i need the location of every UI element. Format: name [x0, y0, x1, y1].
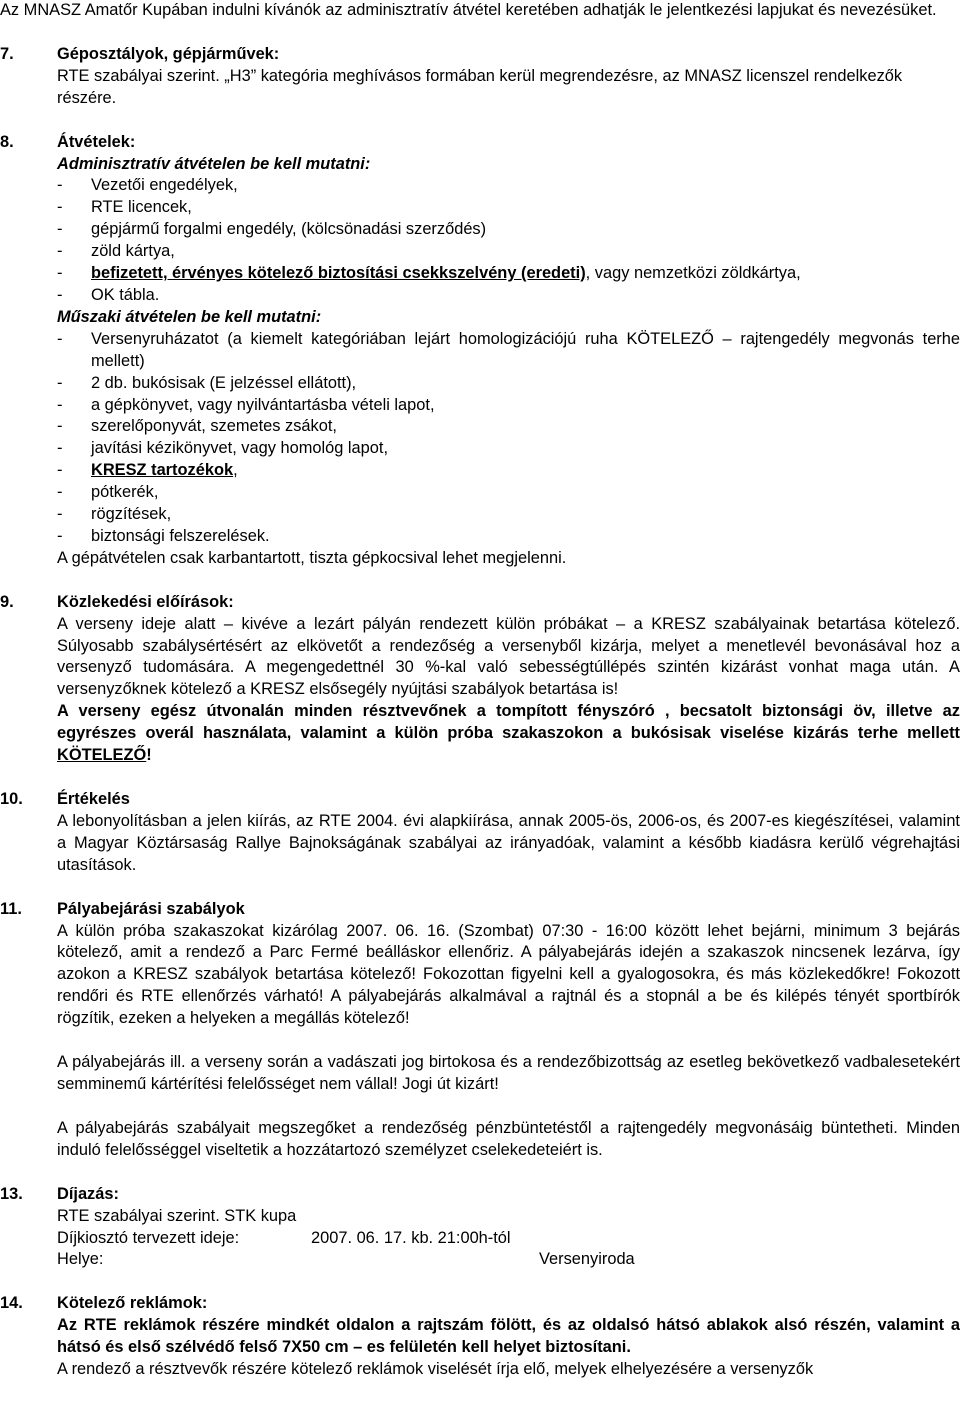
list-item: - biztonsági felszerelések. [57, 526, 270, 545]
section-title: Pályabejárási szabályok [57, 899, 245, 918]
section-title: Értékelés [57, 790, 130, 808]
award-date-label: Díjkiosztó tervezett ideje: [57, 1228, 240, 1247]
list-item: - RTE licencek, [57, 198, 192, 217]
list-item: - a gépkönyvet, vagy nyilvántartásba vételi lapot, [57, 395, 435, 414]
list-item: - zöld kártya, [57, 242, 175, 261]
section-10-paragraph: A lebonyolításban a jelen kiírás, az RTE 2004. évi alapkiírása, annak 2005-ös, 2006-os, és 2007-es kiegészítései, valamint a Magyar Köztársaság Rallye Bajnokságának szabályai az irányadóak, valamint a később kiadásra kerülő végrehajtási utasítások. [57, 811, 960, 874]
kresz-item: KRESZ tartozékok [91, 461, 234, 480]
award-place-label: Helye: [57, 1250, 104, 1269]
section-number: 13. [0, 1184, 23, 1203]
section-title: Közlekedési előírások: [57, 592, 234, 611]
insurance-item: befizetett, érvényes kötelező biztosítási csekkszelvény (eredeti) [91, 264, 586, 283]
section-number: 10. [0, 790, 23, 808]
tech-heading: Műszaki átvételen be kell mutatni: [57, 307, 322, 326]
section-title: Átvételek: [57, 132, 136, 151]
list-item: - Versenyruházatot (a kiemelt kategóriában lejárt homologizációjú ruha KÖTELEZŐ – rajtengedély megvonás terhe mellett) [57, 329, 960, 370]
section-11-paragraph-3: A pályabejárás szabályait megszegőket a rendezőség pénzbüntetéstől a rajtengedély megvonásáig büntetheti. Minden induló felelősséggel viseltetik a hozzátartozó személyzet cselekedeteiért is. [57, 1118, 960, 1159]
section-14-paragraph: A rendező a résztvevők részére kötelező reklámok viselését írja elő, melyek elhelyezésére a versenyzők [57, 1360, 814, 1379]
list-item: - gépjármű forgalmi engedély, (kölcsönadási szerződés) [57, 220, 487, 239]
section-8 [0, 132, 960, 570]
section-11-paragraph-2: A pályabejárás ill. a verseny során a vadászati jog birtokosa és a rendezőbizottság az esetleg bekövetkező vadbalesetekért semminemű kártérítési felelősséget nem vállal! Jogi út kizárt! [57, 1053, 960, 1093]
list-item: - Vezetői engedélyek, [57, 176, 238, 195]
section-11-paragraph-1: A külön próba szakaszokat kizárólag 2007. 06. 16. (Szombat) 07:30 - 16:00 között lehet bejárni, minimum 3 bejárás kötelező, amit a rendező a Parc Fermé beálláskor ellenőriz. A pályabejárás idején a szakaszok nincsenek lezárva, így azokon a KRESZ szabályok betartása kötelező! Fokozottan figyelni kell a gyalogosokra, és más közlekedőkre! Fokozott rendőri és RTE ellenőrzés várható! A pályabejárás alkalmával a rajtnál és a stopnál a be és kilépés tényét sportbírók rögzítik, ezeken a helyeken a megállás kötelező! [57, 921, 960, 1028]
section-9-bold-paragraph: A verseny egész útvonalán minden résztvevőnek a tompított fényszóró , becsatolt biztonsági öv, illetve az egyrészes overál használata, valamint a külön próba szakaszokon a bukósisak viselése kizárás terhe mellett KÖTELEZŐ! [57, 702, 960, 765]
section-number: 7. [0, 44, 14, 63]
section-14-bold-paragraph: Az RTE reklámok részére mindkét oldalon a rajtszám fölött, és az oldalsó hátsó ablakok alsó részén, valamint a hátsó és első szélvédő felső 7X50 cm – es felületén kell helyet biztosítani. [57, 1316, 960, 1357]
section-8-closing: A gépátvételen csak karbantartott, tiszta gépkocsival lehet megjelenni. [57, 548, 567, 567]
admin-heading: Adminisztratív átvételen be kell mutatni: [57, 154, 371, 173]
section-number: 8. [0, 132, 14, 151]
admin-list [57, 175, 960, 306]
tech-list [57, 329, 960, 548]
section-title: Kötelező reklámok: [57, 1294, 208, 1313]
list-item: - javítási kézikönyvet, vagy homológ lapot, [57, 439, 389, 458]
section-14 [0, 1293, 960, 1381]
section-11 [0, 899, 960, 1162]
section-number: 14. [0, 1294, 23, 1313]
section-13 [0, 1184, 960, 1272]
section-number: 11. [0, 899, 22, 918]
section-7-text: RTE szabályai szerint. „H3” kategória meghívásos formában kerül megrendezésre, az MNASZ licenszel rendelkezők részére. [57, 66, 903, 107]
list-item: - 2 db. bukósisak (E jelzéssel ellátott), [57, 373, 357, 392]
award-date-value: 2007. 06. 17. kb. 21:00h-tól [311, 1228, 511, 1247]
list-item: - OK tábla. [57, 285, 160, 304]
section-9-paragraph: A verseny ideje alatt – kivéve a lezárt pályán rendezett külön próbákat – a KRESZ szabályainak betartása kötelező. Súlyosabb szabálysértésért az elkövetőt a rendezőség a versenyből kizárja, melyet a menetlevél bevonásával hoz a versenyző tudomására. A megengedettnél 30 %-kal való sebességtúllépés szintén kizárást vonhat maga után. A versenyzőknek kötelező a KRESZ elsősegély nyújtási szabályok betartása is! [57, 614, 960, 699]
section-number: 9. [0, 592, 14, 611]
award-place-value: Versenyiroda [539, 1250, 635, 1269]
section-9 [0, 592, 960, 767]
list-item: - rögzítések, [57, 505, 172, 524]
intro-paragraph: Az MNASZ Amatőr Kupában indulni kívánók az adminisztratív átvétel keretében adhatják le jelentkezési lapjukat és nevezésüket. [0, 1, 937, 19]
award-place-row [57, 1249, 960, 1271]
section-13-text: RTE szabályai szerint. STK kupa [57, 1206, 297, 1225]
award-date-row [57, 1228, 960, 1250]
list-item: - KRESZ tartozékok, [57, 461, 238, 480]
section-title: Géposztályok, gépjárművek: [57, 44, 280, 63]
section-title: Díjazás: [57, 1184, 119, 1203]
list-item: - befizetett, érvényes kötelező biztosítási csekkszelvény (eredeti), vagy nemzetközi zöldkártya, [57, 264, 801, 283]
list-item: - szerelőponyvát, szemetes zsákot, [57, 417, 337, 436]
list-item: - pótkerék, [57, 483, 159, 502]
section-7 [0, 44, 960, 110]
section-10 [0, 789, 960, 877]
